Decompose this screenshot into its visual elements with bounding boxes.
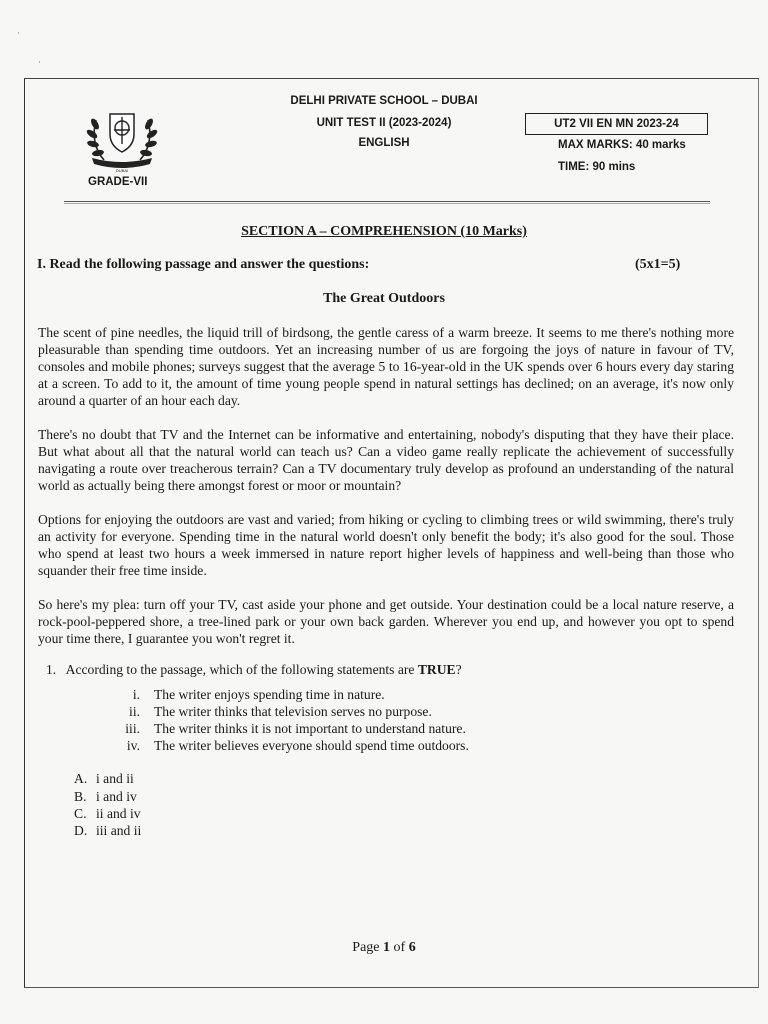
question-1 [46,662,462,678]
statement-item [110,687,385,703]
subject-name: ENGLISH [358,137,410,149]
page-total: 6 [408,940,416,955]
statement-number: iv. [126,738,140,753]
passage-paragraph: The scent of pine needles, the liquid trill of birdsong, the gentle caress of a warm breeze. It seems to me there's nothing more pleasurable than spending time outdoors. Yet an increasing number of us are forgoing the joys of nature in favour of TV, consoles and mobile phones; surveys suggest that the average 5 to 16-year-old in the UK spends over 6 hours every day staring at a screen. To add to it, the amount of time young people spend in natural settings has declined; on an average, it's now only around a quarter of an hour each day. [38,325,734,408]
page-current: 1 [383,940,391,955]
answer-option-c [74,806,141,822]
option-letter: C. [74,806,87,821]
option-text: iii and ii [96,823,142,838]
statement-number: iii. [125,721,140,736]
statement-item [110,721,466,737]
option-letter: A. [74,771,88,786]
option-letter: D. [74,823,88,838]
test-name: UNIT TEST II (2023-2024) [316,117,452,129]
statement-item [110,738,469,754]
statement-item [110,704,432,720]
option-text: ii and iv [96,806,141,821]
section-marks: (5x1=5) [635,257,681,272]
question-text: According to the passage, which of the following statements are [65,662,418,677]
page-of: of [390,940,409,955]
statement-text: The writer thinks that television serves no purpose. [154,704,432,719]
time-allowed: TIME: 90 mins [558,161,636,173]
question-number: 1. [46,662,57,677]
svg-text:DUBAI: DUBAI [115,168,129,173]
scan-speck: · [38,57,41,67]
answer-option-a [74,771,134,787]
header-divider [64,201,710,204]
scan-speck: · [17,28,20,38]
passage-paragraph: There's no doubt that TV and the Internet can be informative and entertaining, nobody's disputing that they have their place. But what about all that the natural world can teach us? Can a video game really replicate the achievement of successfully navigating a route over treacherous terrain? Can a TV documentary truly develop as profound an understanding of the natural world as actually being there amongst forest or moor or mountain? [38,427,734,493]
option-text: i and ii [96,771,134,786]
school-name: DELHI PRIVATE SCHOOL – DUBAI [290,95,478,107]
statement-number: i. [132,687,140,702]
statement-text: The writer enjoys spending time in nature. [154,687,385,702]
statement-number: ii. [129,704,140,719]
passage-title: The Great Outdoors [323,291,445,306]
passage-paragraph: Options for enjoying the outdoors are vast and varied; from hiking or cycling to climbing trees or wild swimming, there's truly an activity for everyone. Spending time in the natural world doesn't only benefit the body; it's also good for the soul. Those who spend at least two hours a week immersed in nature report higher levels of happiness and well-being than those who squander their free time inside. [38,512,734,578]
page-number [0,940,768,956]
answer-option-d [74,823,141,839]
option-text: i and iv [96,789,137,804]
answer-option-b [74,789,137,805]
question-mark: ? [455,662,462,677]
section-title: SECTION A – COMPREHENSION (10 Marks) [241,224,527,239]
statement-text: The writer thinks it is not important to understand nature. [154,721,466,736]
instruction: I. Read the following passage and answer the questions: [37,257,370,272]
passage-paragraph: So here's my plea: turn off your TV, cast aside your phone and get outside. Your destination could be a local nature reserve, a rock-pool-peppered shore, a tree-lined park or your own back garden. Wherever you end up, and however you opt to spend your time there, I guarantee you won't regret it. [38,597,734,646]
max-marks: MAX MARKS: 40 marks [558,139,686,151]
statement-text: The writer believes everyone should spend time outdoors. [154,738,469,753]
option-letter: B. [74,789,87,804]
page-prefix: Page [352,940,384,955]
paper-code-box: UT2 VII EN MN 2023-24 [525,113,708,135]
grade-label: GRADE-VII [88,176,148,188]
question-emphasis: TRUE [417,662,456,677]
